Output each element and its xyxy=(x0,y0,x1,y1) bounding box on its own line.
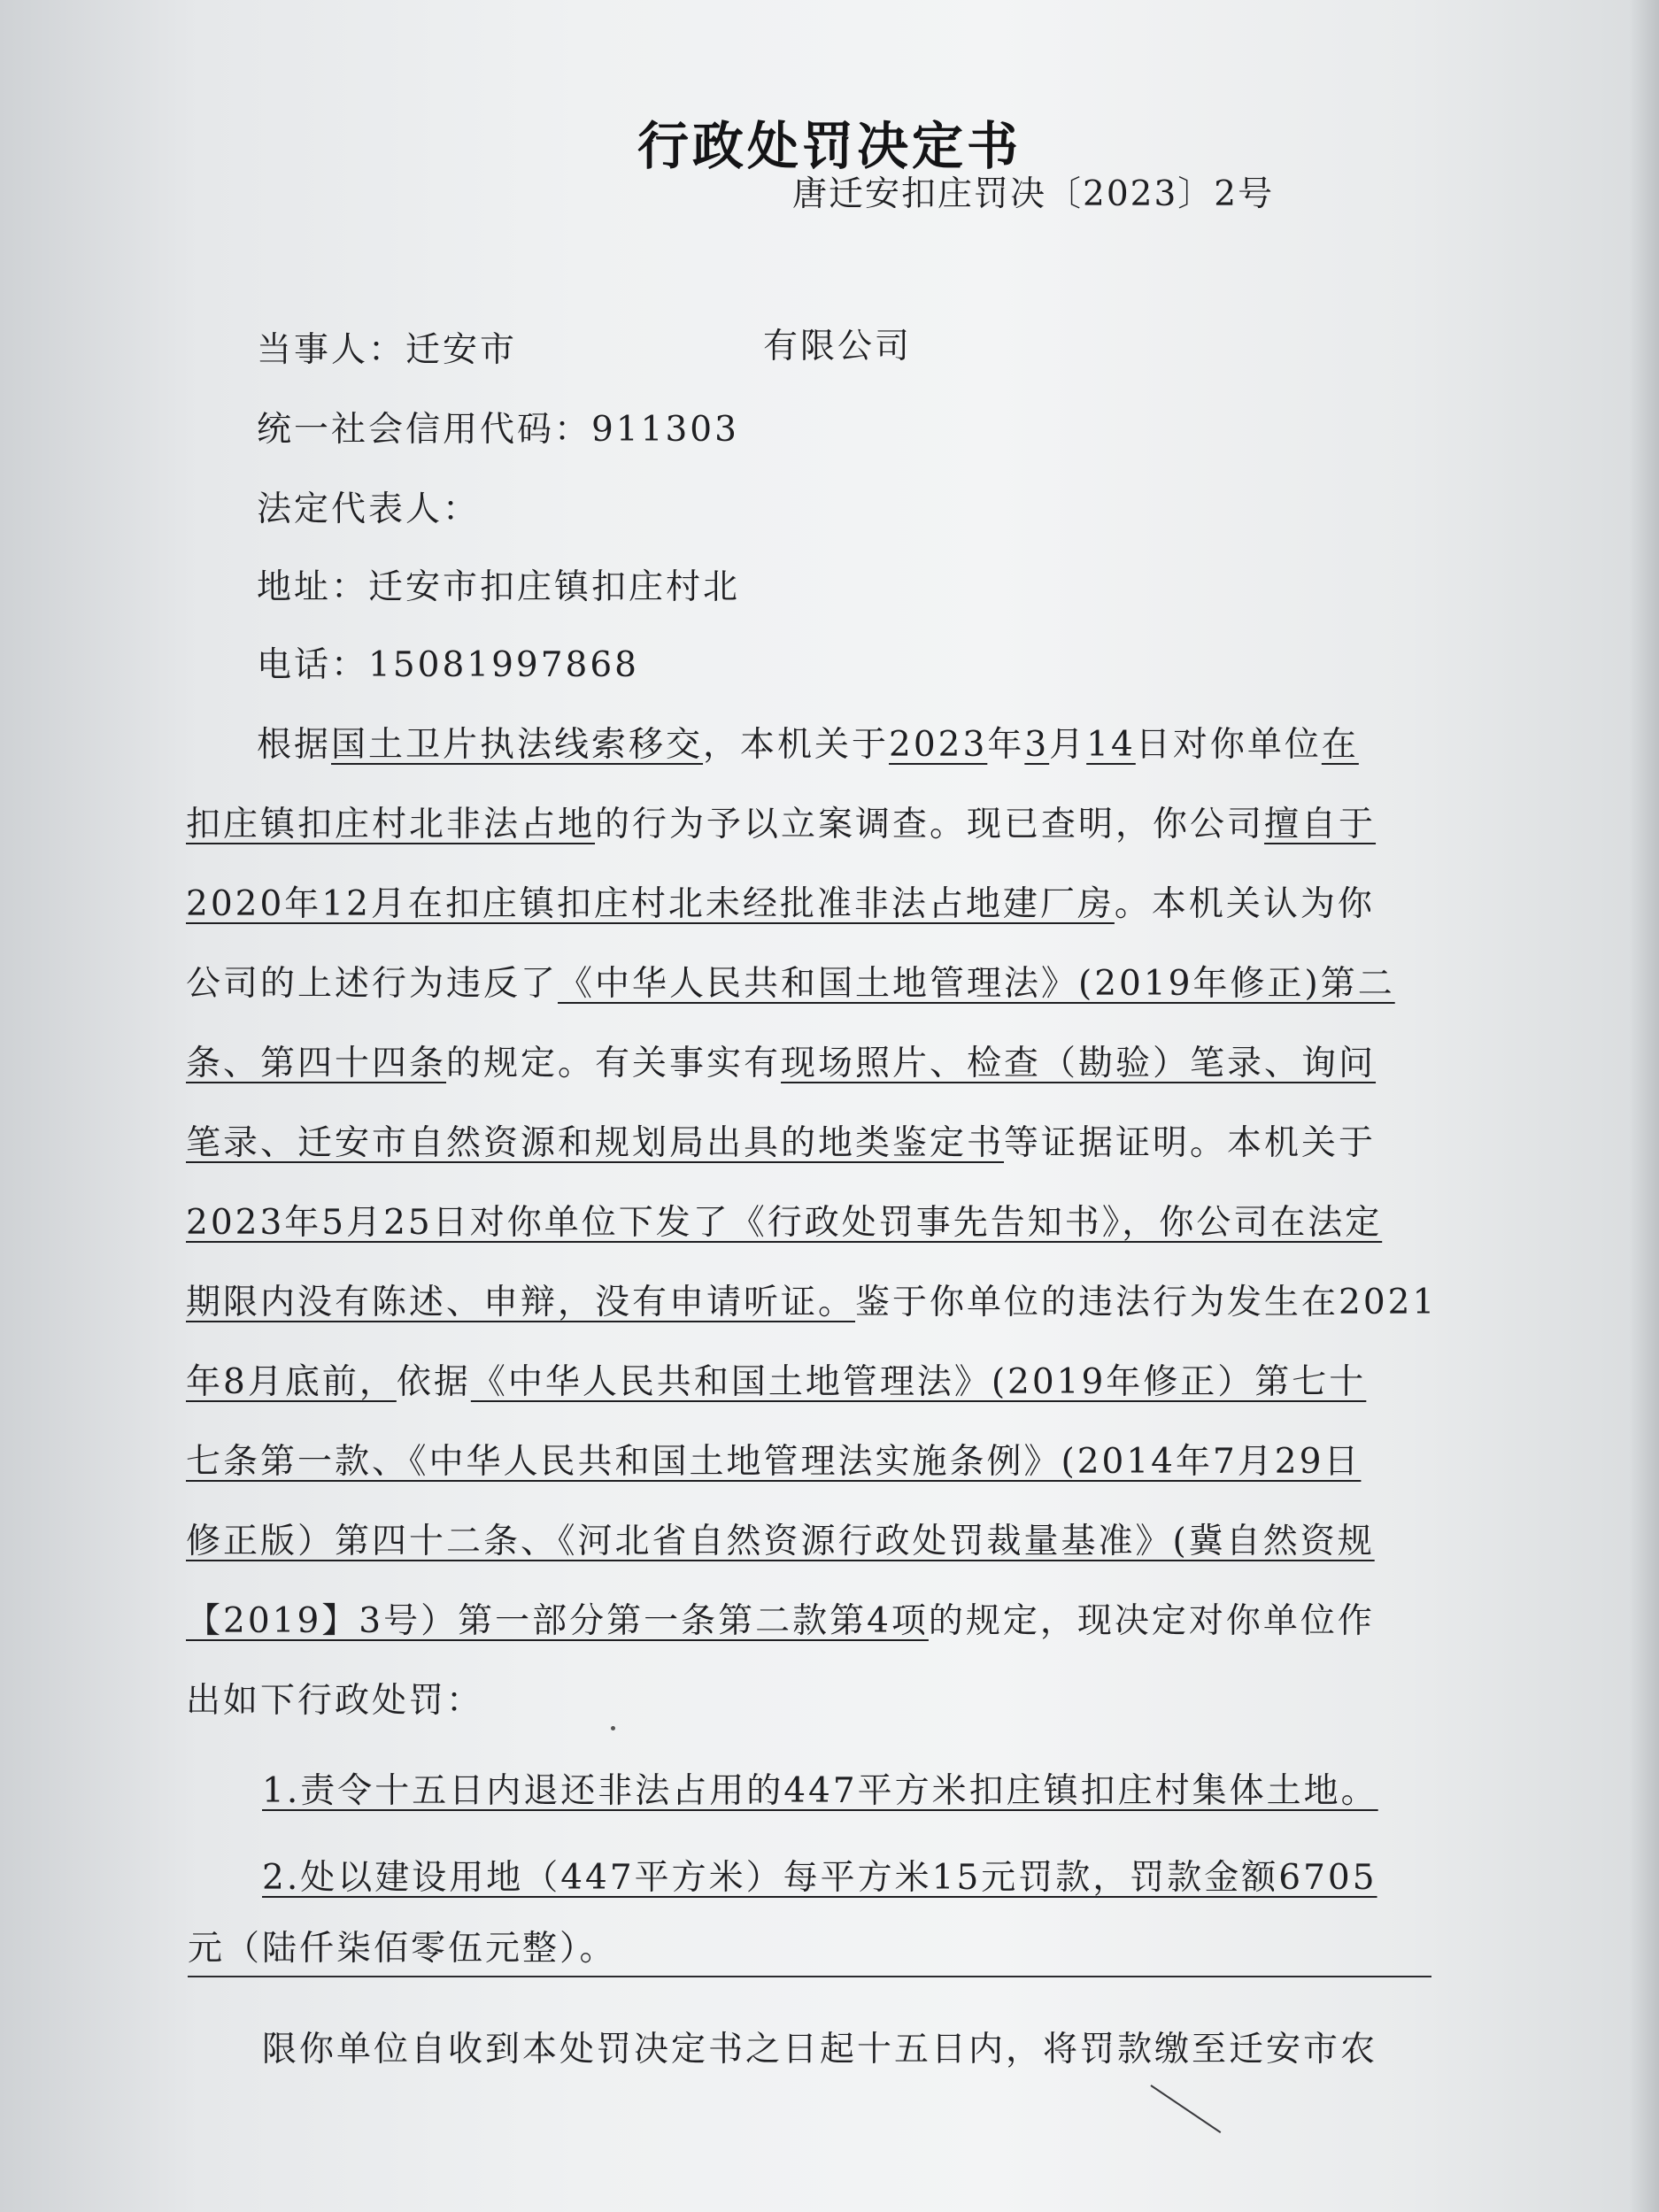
body-line-7 xyxy=(186,1203,1383,1243)
underlined-segment: 3 xyxy=(1024,725,1050,765)
underlined-segment: 2023年5月25日对你单位下发了《行政处罚事先告知书》，你公司在法定 xyxy=(186,1203,1383,1243)
body-line-4 xyxy=(186,964,1395,1004)
text-segment: 日对你单位 xyxy=(1135,725,1322,765)
underlined-segment: 1.责令十五日内退还非法占用的447平方米扣庄镇扣庄村集体土地。 xyxy=(262,1771,1378,1811)
underlined-segment: 2.处以建设用地（447平方米）每平方米15元罚款，罚款金额6705 xyxy=(262,1858,1377,1898)
underlined-segment: 擅自于 xyxy=(1264,805,1377,844)
body-line-6 xyxy=(186,1123,1377,1163)
text-segment: 的规定，现决定对你单位作 xyxy=(928,1601,1375,1641)
body-line-11 xyxy=(186,1524,1375,1559)
text-segment: 公司的上述行为违反了 xyxy=(186,964,559,1004)
body-line-1 xyxy=(257,725,1359,765)
underlined-segment: 国土卫片执法线索移交 xyxy=(331,725,704,765)
phone: 电话：15081997868 xyxy=(257,645,639,685)
party-name-prefix: 当事人：迁安市 xyxy=(257,330,518,370)
underlined-segment: 期限内没有陈述、申辩，没有申请听证。 xyxy=(186,1283,856,1322)
body-line-12 xyxy=(186,1601,1375,1641)
body-line-8 xyxy=(186,1285,1437,1320)
text-segment: 依据 xyxy=(396,1362,471,1402)
ink-dot xyxy=(611,1726,615,1730)
penalty-item-2b: 元（陆仟柒佰零伍元整）。 xyxy=(188,1929,617,1969)
text-segment: 等证据证明。本机关于 xyxy=(1004,1123,1377,1163)
underline-rule xyxy=(188,1976,1431,1977)
text-segment: 的规定。有关事实有 xyxy=(446,1044,782,1083)
underlined-segment: 在 xyxy=(1321,725,1359,765)
text-segment: 年 xyxy=(987,725,1025,765)
penalty-item-2a xyxy=(262,1858,1377,1898)
underlined-segment: 年8月底前， xyxy=(186,1362,397,1402)
body-line-13: 出如下行政处罚： xyxy=(186,1681,484,1721)
underlined-segment: 七条第一款、《中华人民共和国土地管理法实施条例》(2014年7月29日 xyxy=(186,1442,1362,1482)
body-line-2 xyxy=(186,807,1376,842)
body-line-10 xyxy=(186,1442,1362,1482)
address: 地址：迁安市扣庄镇扣庄村北 xyxy=(257,567,741,607)
underlined-segment: 2023 xyxy=(889,725,988,765)
text-segment: 月 xyxy=(1049,725,1087,765)
legal-representative: 法定代表人： xyxy=(257,489,481,529)
credit-code: 统一社会信用代码：911303 xyxy=(257,410,739,450)
underlined-segment: 2020年12月在扣庄镇扣庄村北未经批准非法占地建厂房 xyxy=(186,884,1115,924)
underlined-segment: 【2019】3号）第一部分第一条第二款第4项 xyxy=(186,1601,929,1641)
body-line-3 xyxy=(186,884,1375,924)
underlined-segment: 修正版）第四十二条、《河北省自然资源行政处罚裁量基准》(冀自然资规 xyxy=(186,1522,1375,1561)
penalty-item-1 xyxy=(262,1771,1378,1811)
text-segment: 的行为予以立案调查。现已查明，你公司 xyxy=(595,805,1265,844)
underlined-segment: 《中华人民共和国土地管理法》(2019年修正）第七十 xyxy=(470,1362,1367,1402)
underlined-segment: 笔录、迁安市自然资源和规划局出具的地类鉴定书 xyxy=(186,1123,1005,1163)
underlined-segment: 《中华人民共和国土地管理法》(2019年修正)第二 xyxy=(558,964,1395,1004)
body-line-9 xyxy=(186,1362,1367,1402)
underlined-segment: 14 xyxy=(1086,725,1136,765)
text-segment: 。本机关认为你 xyxy=(1114,884,1375,924)
document-title: 行政处罚决定书 xyxy=(637,116,1022,176)
party-name-suffix: 有限公司 xyxy=(763,327,913,366)
body-line-last: 限你单位自收到本处罚决定书之日起十五日内，将罚款缴至迁安市农 xyxy=(262,2030,1378,2069)
pen-mark xyxy=(1150,2085,1221,2133)
underlined-segment: 现场照片、检查（勘验）笔录、询问 xyxy=(781,1044,1377,1083)
document-number: 唐迁安扣庄罚决〔2023〕2号 xyxy=(792,174,1275,214)
underlined-segment: 条、第四十四条 xyxy=(186,1044,447,1083)
text-segment: ，本机关于 xyxy=(703,725,890,765)
text-segment: 鉴于你单位的违法行为发生在2021 xyxy=(855,1283,1438,1322)
underlined-segment: 扣庄镇扣庄村北非法占地 xyxy=(186,805,596,844)
body-line-5 xyxy=(186,1046,1376,1081)
text-segment: 根据 xyxy=(257,725,332,765)
